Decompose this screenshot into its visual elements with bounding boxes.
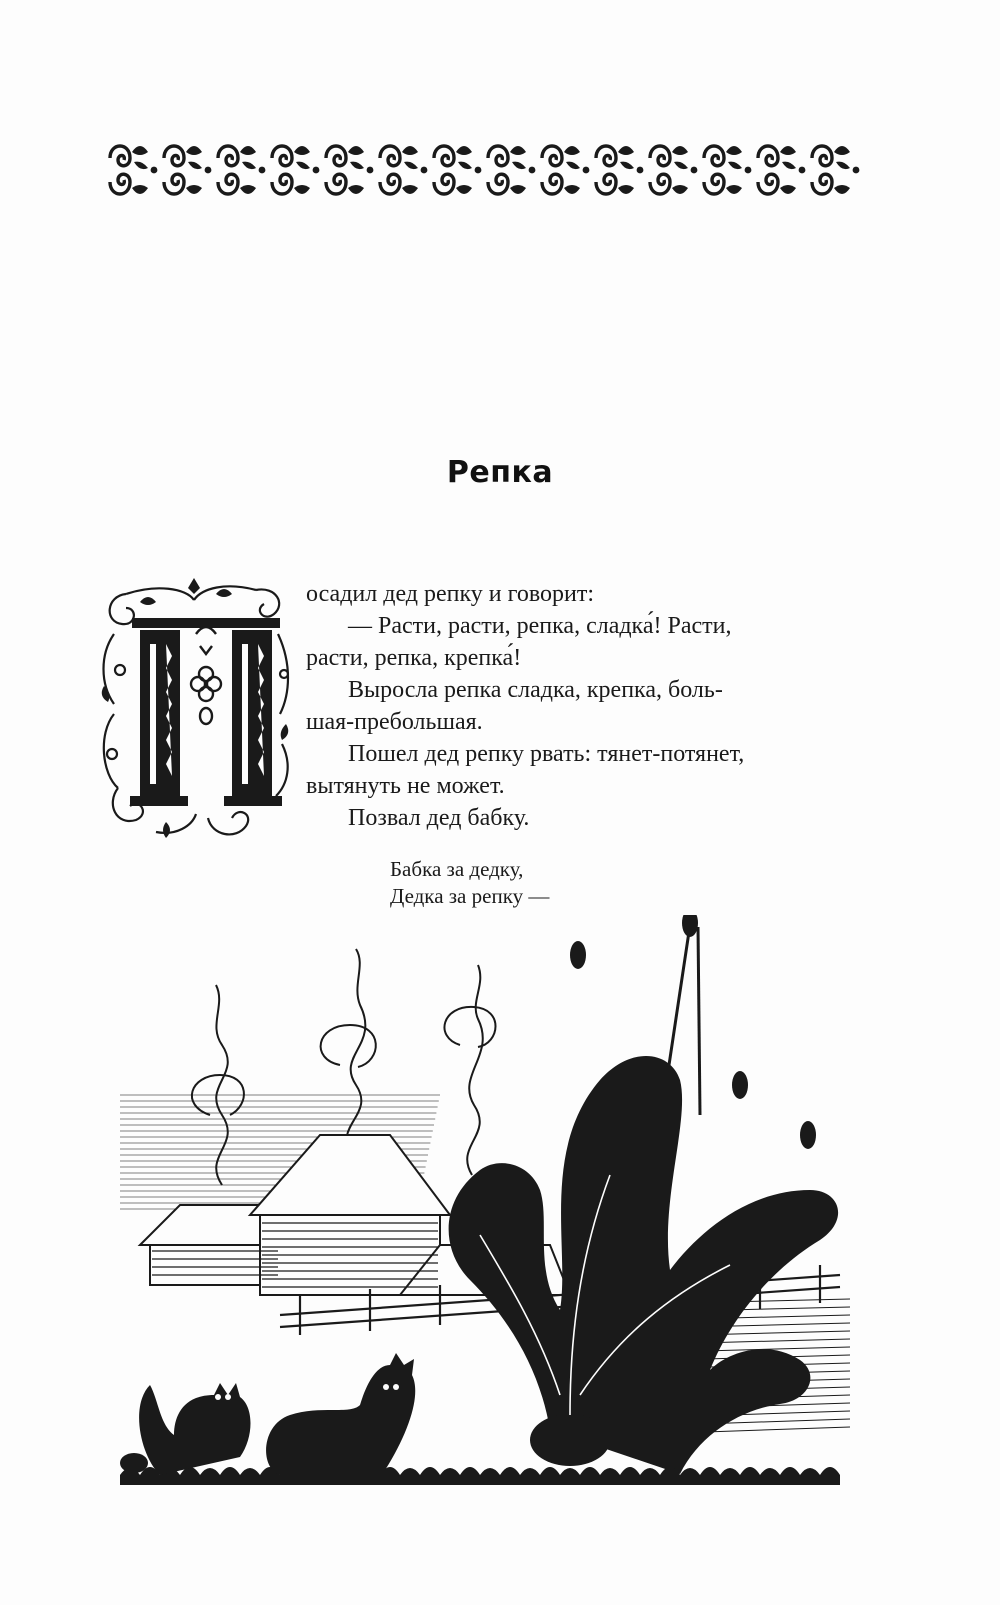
drop-cap-letter xyxy=(96,574,292,846)
story-text xyxy=(306,578,866,834)
story-line: Пошел дед репку рвать: тянет-потянет, xyxy=(348,741,745,767)
page-title: Репка xyxy=(446,455,554,490)
story-line: осадил дед репку и говорит: xyxy=(306,581,595,607)
floral-ornament-icon xyxy=(100,138,870,200)
story-line: — Расти, расти, репка, сладка́! Расти, xyxy=(348,613,732,639)
story-line: шая-пребольшая. xyxy=(306,709,483,735)
story-line: Позвал дед бабку. xyxy=(348,805,530,831)
story-line: вытянуть не может. xyxy=(306,773,505,799)
verse-line: Дедка за репку — xyxy=(390,884,550,908)
story-line: расти, репка, крепка́! xyxy=(306,645,522,671)
verse-line: Бабка за дедку, xyxy=(390,857,524,881)
verse-block xyxy=(390,856,549,910)
story-line: Выросла репка сладка, крепка, боль- xyxy=(348,677,723,703)
village-turnip-illustration-icon xyxy=(100,915,860,1500)
